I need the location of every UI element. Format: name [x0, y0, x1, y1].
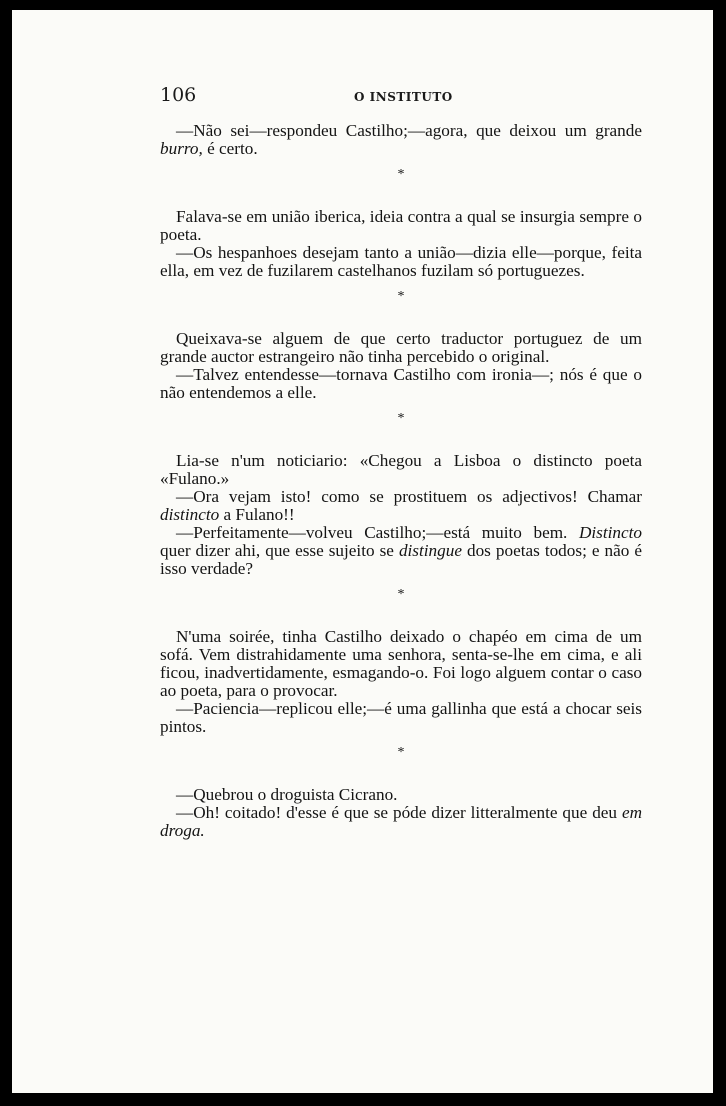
body-text	[160, 122, 642, 840]
anecdote	[160, 628, 642, 736]
anecdote	[160, 122, 642, 158]
page-header	[160, 84, 644, 114]
section-gap	[160, 280, 642, 288]
anecdote-paragraph: N'uma soirée, tinha Castilho deixado o chapéo em cima de um sofá. Vem distrahidamente uma senhora, senta-se-lhe em cima, e ali ficou, inadvertidamente, esmagando-o. Foi logo alguem contar o caso ao poeta, para o provocar.	[160, 627, 642, 700]
section-gap	[160, 158, 642, 166]
dialogue-paragraph: —Talvez entendesse—tornava Castilho com ironia—; nós é que o não entendemos a elle.	[160, 365, 642, 402]
section-gap	[160, 184, 642, 208]
dialogue-paragraph: —Paciencia—replicou elle;—é uma gallinha que está a chocar seis pintos.	[160, 699, 642, 736]
anecdote	[160, 330, 642, 402]
section-gap	[160, 402, 642, 410]
anecdote	[160, 452, 642, 578]
section-separator: *	[397, 587, 405, 602]
italic-emphasis: em droga.	[160, 803, 642, 840]
section-separator: *	[397, 411, 405, 426]
section-gap	[160, 578, 642, 586]
section-gap	[160, 762, 642, 786]
italic-emphasis: burro,	[160, 139, 203, 158]
anecdote	[160, 208, 642, 280]
page-number: 106	[160, 84, 197, 106]
dialogue-paragraph: —Perfeitamente—volveu Castilho;—está muito bem. Distincto quer dizer ahi, que esse sujeito se distingue dos poetas todos; e não é isso verdade?	[160, 523, 642, 578]
book-page	[12, 10, 713, 1093]
italic-emphasis: Distincto	[578, 523, 642, 542]
dialogue-paragraph: —Oh! coitado! d'esse é que se póde dizer litteralmente que deu em droga.	[160, 803, 642, 840]
anecdote-paragraph: —Não sei—respondeu Castilho;—agora, que deixou um grande burro, é certo.	[160, 121, 642, 158]
anecdote-paragraph: Lia-se n'um noticiario: «Chegou a Lisboa o distincto poeta «Fulano.»	[160, 451, 642, 488]
anecdote-paragraph: Queixava-se alguem de que certo traductor portuguez de um grande auctor estrangeiro não tinha percebido o original.	[160, 329, 642, 366]
section-separator: *	[397, 289, 405, 304]
section-separator: *	[397, 745, 405, 760]
section-separator: *	[397, 167, 405, 182]
dialogue-paragraph: —Ora vejam isto! como se prostituem os adjectivos! Chamar distincto a Fulano!!	[160, 487, 642, 524]
running-title: O INSTITUTO	[354, 90, 453, 104]
section-gap	[160, 736, 642, 744]
dialogue-paragraph: —Os hespanhoes desejam tanto a união—dizia elle—porque, feita ella, em vez de fuzilarem castelhanos fuzilam só portuguezes.	[160, 243, 642, 280]
section-gap	[160, 428, 642, 452]
section-gap	[160, 604, 642, 628]
italic-emphasis: distingue	[398, 541, 462, 560]
anecdote	[160, 786, 642, 840]
italic-emphasis: distincto	[160, 505, 220, 524]
section-gap	[160, 306, 642, 330]
anecdote-paragraph: Falava-se em união iberica, ideia contra a qual se insurgia sempre o poeta.	[160, 207, 642, 244]
anecdote-paragraph: —Quebrou o droguista Cicrano.	[176, 785, 398, 804]
